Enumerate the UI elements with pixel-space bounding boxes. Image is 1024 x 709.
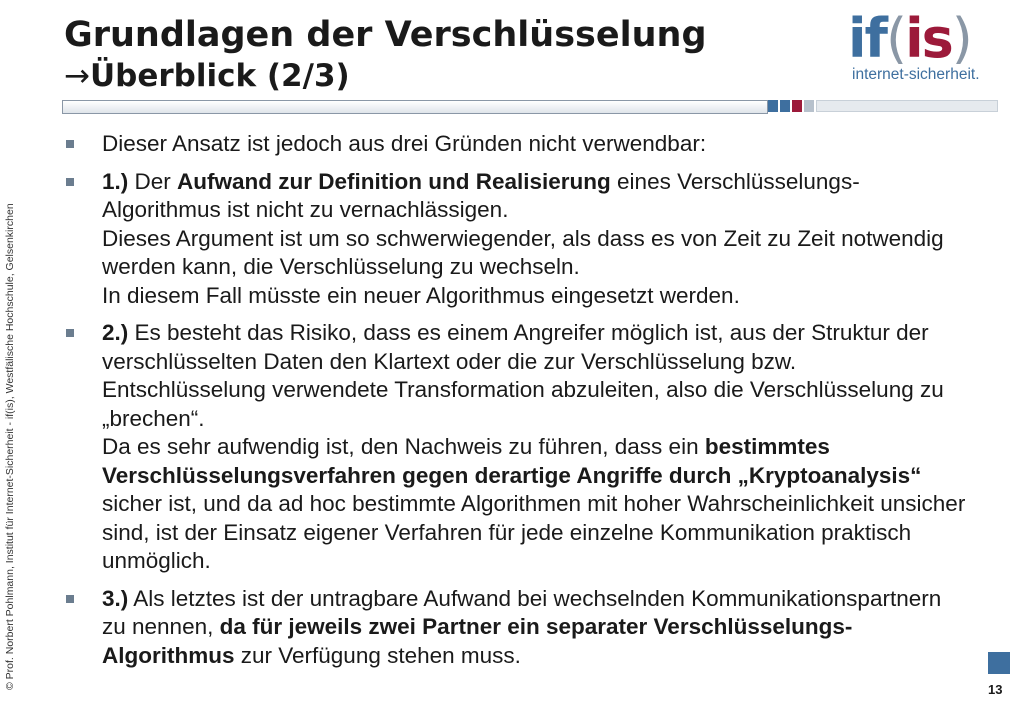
bullet-square-icon: [66, 178, 74, 186]
bullet-text: [102, 168, 966, 225]
text-run: eines Verschlüsselungs-Algorithmus ist nicht zu vernachlässigen.: [102, 168, 860, 222]
item-number: 2.): [102, 320, 129, 345]
corner-square: [988, 652, 1010, 674]
page-number: 13: [988, 682, 1003, 697]
divider-square: [816, 100, 998, 112]
bullet-square-icon: [66, 595, 74, 603]
divider-bar: [62, 100, 768, 114]
list-item: [66, 319, 966, 576]
emphasis: da für jeweils zwei Partner ein separater Verschlüsselungs-Algorithmus: [102, 614, 853, 668]
bullet-text: [102, 585, 966, 671]
arrow-right-icon: →: [64, 58, 90, 94]
text-run: Da es sehr aufwendig ist, den Nachweis zu führen, dass ein: [102, 434, 705, 459]
list-item: [66, 585, 966, 671]
divider-square: [804, 100, 814, 112]
bullet-square-icon: [66, 140, 74, 148]
bullet-square-icon: [66, 329, 74, 337]
emphasis: bestimmtes Verschlüsselungsverfahren gegen derartige Angriffe durch „Kryptoanalysis“: [102, 434, 922, 488]
logo-is: is: [905, 7, 952, 70]
text-run: Der: [128, 168, 178, 194]
list-item: [66, 168, 966, 311]
slide-subtitle: [64, 56, 707, 96]
emphasis: Aufwand zur Definition und Realisierung: [177, 168, 611, 194]
text-run: zur Verfügung stehen muss.: [234, 642, 521, 668]
logo-paren-close: ): [951, 7, 971, 70]
logo-url: internet-sicherheit.: [852, 66, 980, 83]
item-number: 1.): [102, 168, 129, 194]
bullet-text: Dieses Argument ist um so schwerwiegender, als dass es von Zeit zu Zeit notwendig werden kann, die Verschlüsselung zu wechseln.: [102, 225, 944, 279]
item-number: 3.): [102, 585, 129, 611]
title-divider: [62, 100, 1000, 114]
text-run: Es besteht das Risiko, dass es einem Angreifer möglich ist, aus der Struktur der verschlüsselten Daten den Klartext oder die zur Verschlüsselung bzw. Entschlüsselung verwendete Transformation abzuleiten, also die Verschlüsselung zu „brechen“.: [102, 320, 944, 431]
divider-square: [792, 100, 802, 112]
text-run: Als letztes ist der untragbare Aufwand bei wechselnden Kommunikationspartnern zu nennen,: [102, 585, 942, 639]
slide-title-main: Grundlagen der Verschlüsselung: [64, 15, 707, 55]
ifis-logo: [848, 7, 993, 92]
bullet-list: [66, 130, 966, 679]
slide-subtitle-text: Überblick (2/3): [89, 58, 350, 94]
bullet-text: [102, 319, 966, 433]
slide-title: [64, 14, 707, 96]
text-run: sicher ist, und da ad hoc bestimmte Algorithmen mit hoher Wahrscheinlichkeit unsicher sind, ist der Einsatz eigener Verfahren für jede einzelne Kommunikation praktisch unmöglich.: [102, 491, 966, 573]
bullet-text: In diesem Fall müsste ein neuer Algorithmus eingesetzt werden.: [102, 282, 740, 308]
logo-if: if: [848, 7, 887, 70]
bullet-text: [102, 433, 966, 576]
divider-square: [780, 100, 790, 112]
bullet-text: Dieser Ansatz ist jedoch aus drei Gründen nicht verwendbar:: [102, 131, 707, 156]
divider-square: [768, 100, 778, 112]
logo-mark: [848, 7, 993, 70]
logo-paren-open: (: [886, 7, 906, 70]
list-item: [66, 130, 966, 159]
copyright-note: © Prof. Norbert Pohlmann, Institut für Internet-Sicherheit - if(is), Westfälische Hochschule, Gelsenkirchen: [4, 203, 16, 690]
